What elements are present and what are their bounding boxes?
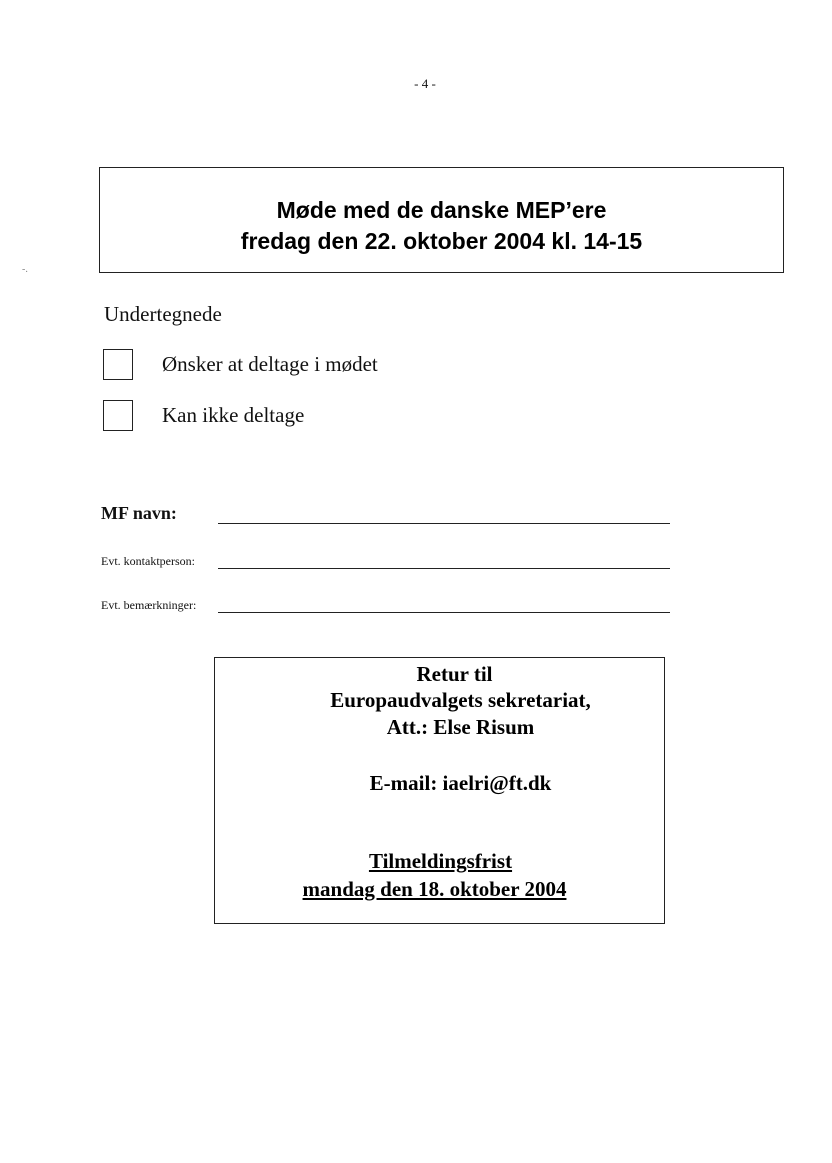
attention: Att.: Else Risum xyxy=(386,715,535,739)
attend-label: Ønsker at deltage i mødet xyxy=(162,352,378,376)
deadline-title: Tilmeldingsfrist xyxy=(368,849,513,873)
title-line-1: Møde med de danske MEP’ere xyxy=(276,197,607,223)
page-number: - 4 - xyxy=(414,76,436,91)
email: E-mail: iaelri@ft.dk xyxy=(369,771,552,795)
margin-mark: -. xyxy=(22,264,28,275)
intro-text: Undertegnede xyxy=(104,302,222,326)
attend-checkbox[interactable] xyxy=(103,349,133,380)
deadline-date: mandag den 18. oktober 2004 xyxy=(302,877,567,901)
remarks-label: Evt. bemærkninger: xyxy=(101,598,197,612)
mf-name-field[interactable] xyxy=(218,523,670,524)
remarks-field[interactable] xyxy=(218,612,670,613)
contact-person-field[interactable] xyxy=(218,568,670,569)
title-box xyxy=(99,167,784,273)
mf-name-label: MF navn: xyxy=(101,503,177,523)
secretariat: Europaudvalgets sekretariat, xyxy=(330,688,591,712)
return-to: Retur til xyxy=(416,662,493,686)
decline-label: Kan ikke deltage xyxy=(162,403,305,427)
return-box xyxy=(214,657,665,924)
title-line-2: fredag den 22. oktober 2004 kl. 14-15 xyxy=(240,228,643,254)
contact-person-label: Evt. kontaktperson: xyxy=(101,554,195,568)
decline-checkbox[interactable] xyxy=(103,400,133,431)
